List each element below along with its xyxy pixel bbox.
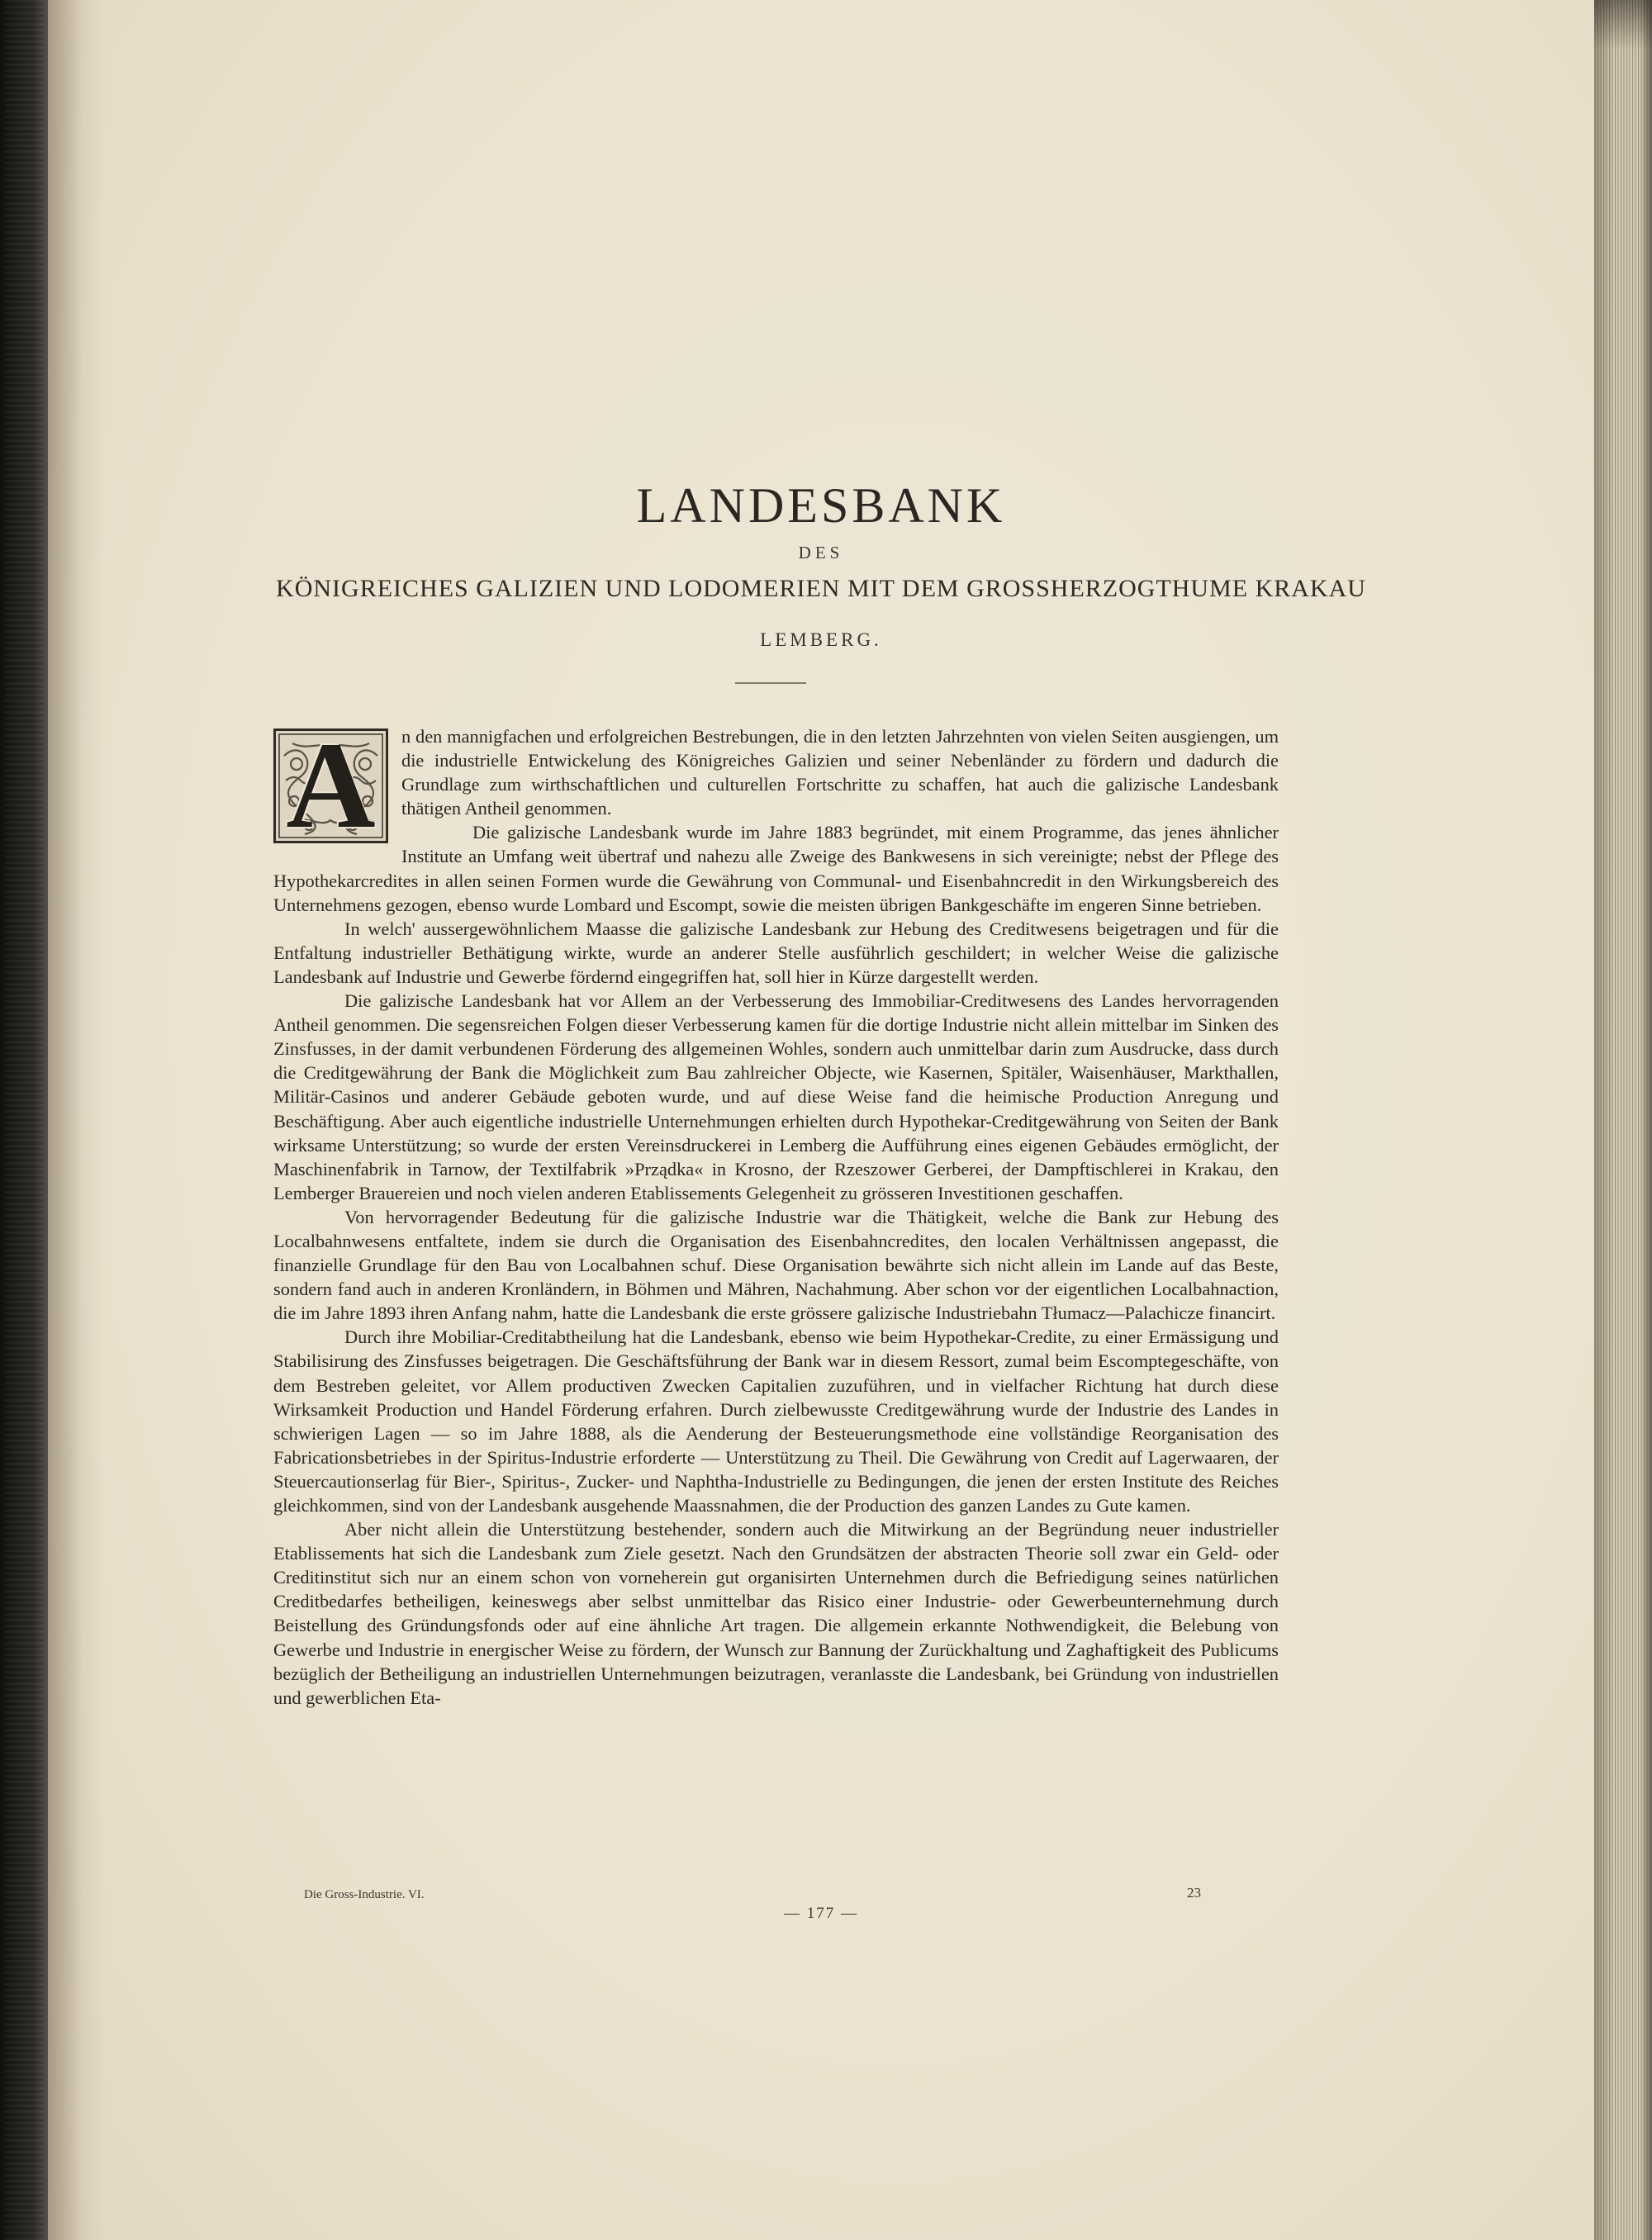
paragraph-6: Durch ihre Mobiliar-Creditabtheilung hat die Landesbank, ebenso wie beim Hypothekar-Credite, zu einer Ermässigung und Stabilisirung des Zinsfusses beigetragen. Die Geschäftsführung der Bank war in diesem Ressort, zumal beim Escomptegeschäfte, von dem Bestreben geleitet, vor Allem productiven Zwecken Capitalien zuzuführen, und in vielfacher Richtung hat durch diese Wirksamkeit Production und Handel Förderung erfahren. Durch zielbewusste Creditgewährung wurde der Industrie des Landes in schwierigen Lagen — so im Jahre 1888, als die Aenderung der Besteuerungsmethode eine vollständige Reorganisation des Fabricationsbetriebes in der Spiritus-Industrie erforderte — Unterstützung zu Theil. Die Gewährung von Credit auf Lagerwaaren, der Steuercautionserlag für Bier-, Spiritus-, Zucker- und Naphtha-Industrielle zu Bedingungen, die jenen der ersten Institute des Reiches gleichkommen, sind von der Landesbank ausgehende Maassnahmen, die der Production des ganzen Landes zu Gute kamen. (273, 1326, 1279, 1516)
article-body (273, 724, 1279, 1710)
page-edges-shade (1594, 0, 1652, 2240)
signature-number: 23 (1187, 1885, 1201, 1901)
paragraph-2: Die galizische Landesbank wurde im Jahre 1883 begründet, mit einem Programme, das jenes ähnlicher Institute an Umfang weit übertraf und nahezu alle Zweige des Bankwesens in sich vereinigte; nebst der Pflege des Hypothekarcredites in allen seinen Formen wurde die Gewährung von Communal- und Eisenbahncredit in den Wirkungsbereich des Unternehmens gezogen, ebenso wurde Lombard und Escompt, sowie die meisten übrigen Bankgeschäfte im engeren Sinne betrieben. (273, 822, 1279, 915)
paragraph-1: n den mannigfachen und erfolgreichen Bestrebungen, die in den letzten Jahrzehnten von vielen Seiten ausgiengen, um die industrielle Entwickelung des Königreiches Galizien und seiner Nebenländer zu fördern und dadurch die Grundlage zum wirthschaftlichen und culturellen Fortschritte zu schaffen, hat auch die galizische Landesbank thätigen Antheil genommen. (401, 726, 1279, 819)
book-binding (0, 0, 48, 2240)
page-number: — 177 — (784, 1905, 858, 1922)
page-edges (1594, 0, 1652, 2240)
paragraph-7: Aber nicht allein die Unterstützung bestehender, sondern auch die Mitwirkung an der Begründung neuer industrieller Etablissements hat sich die Landesbank zum Ziele gesetzt. Nach den Grundsätzen der abstracten Theorie soll zwar ein Geld- oder Creditinstitut sich nur an einem schon von vorneherein gut organisirten Unternehmen durch die Befriedigung seines natürlichen Creditbedarfes betheiligen, keineswegs aber selbst unmittelbar das Risico einer Industrie- oder Gewerbeunternehmung durch Beistellung des Gründungsfonds oder auf eine ähnliche Art tragen. Die allgemein erkannte Nothwendigkeit, die Belebung von Gewerbe und Industrie in energischer Weise zu fördern, der Wunsch zur Bannung der Zurückhaltung und Zaghaftigkeit des Publicums bezüglich der Betheiligung an industriellen Unternehmungen beizutragen, veranlasste die Landesbank, bei Gründung von industriellen und gewerblichen Eta- (273, 1519, 1279, 1708)
page-edges-top-shadow (1594, 0, 1652, 50)
page-title: LANDESBANK (636, 478, 1006, 533)
title-divider (735, 682, 806, 684)
page-subtitle: KÖNIGREICHES GALIZIEN UND LODOMERIEN MIT DEM GROSSHERZOGTHUME KRAKAU (276, 575, 1366, 602)
binding-texture (5, 0, 43, 2240)
drop-cap-letter: A (286, 728, 376, 843)
publication-footer: Die Gross-Industrie. VI. (304, 1888, 425, 1901)
paragraph-5: Von hervorragender Bedeutung für die galizische Industrie war die Thätigkeit, welche die Bank zur Hebung des Localbahnwesens entfaltete, indem sie durch die Organisation des Eisenbahncredites, den localen Verhältnissen angepasst, die finanzielle Grundlage für den Bau von Localbahnen schuf. Diese Organisation bewährte sich nicht allein im Lande auf das Beste, sondern fand auch in anderen Kronländern, in Böhmen und Mähren, Nachahmung. Aber schon vor der eigentlichen Localbahnaction, die im Jahre 1893 ihren Anfang nahm, hatte die Landesbank die erste grössere galizische Industriebahn Tłumacz—Palachicze financirt. (273, 1206, 1279, 1324)
paragraph-4: Die galizische Landesbank hat vor Allem an der Verbesserung des Immobiliar-Creditwesens des Landes hervorragenden Antheil genommen. Die segensreichen Folgen dieser Verbesserung kamen für die dortige Industrie nicht allein mittelbar im Sinken des Zinsfusses, in der damit verbundenen Förderung des allgemeinen Wohles, sondern auch unmittelbar darin zum Ausdrucke, dass durch die Creditgewährung der Bank die Möglichkeit zum Bau zahlreicher Objecte, wie Kasernen, Spitäler, Waisenhäuser, Markthallen, Militär-Casinos und anderer Gebäude geboten wurde, und auf diese Weise fand die heimische Production Anregung und Beschäftigung. Aber auch eigentliche industrielle Unternehmungen erhielten durch Hypothekar-Creditgewährung von Seiten der Bank wirksame Unterstützung; so wurde der ersten Vereinsdruckerei in Lemberg die Aufführung eines eigenen Gebäudes ermöglicht, der Maschinenfabrik in Tarnow, der Textilfabrik »Prządka« in Krosno, der Rzeszower Gerberei, der Dampftischlerei in Krakau, den Lemberger Brauereien und noch vielen anderen Etablissements Gelegenheit zu grösseren Investitionen geschaffen. (273, 990, 1279, 1203)
title-connector: DES (798, 543, 844, 562)
city-name: LEMBERG. (760, 629, 882, 650)
paragraph-3: In welch' aussergewöhnlichem Maasse die galizische Landesbank zur Hebung des Creditwesens beigetragen und für die Entfaltung industrieller Bethätigung wirkte, wurde an anderer Stelle ausführlich geschildert; in welcher Weise die galizische Landesbank auf Industrie und Gewerbe fördernd eingegriffen hat, soll hier in Kürze dargestellt werden. (273, 918, 1279, 987)
drop-cap-spacer (273, 724, 401, 865)
